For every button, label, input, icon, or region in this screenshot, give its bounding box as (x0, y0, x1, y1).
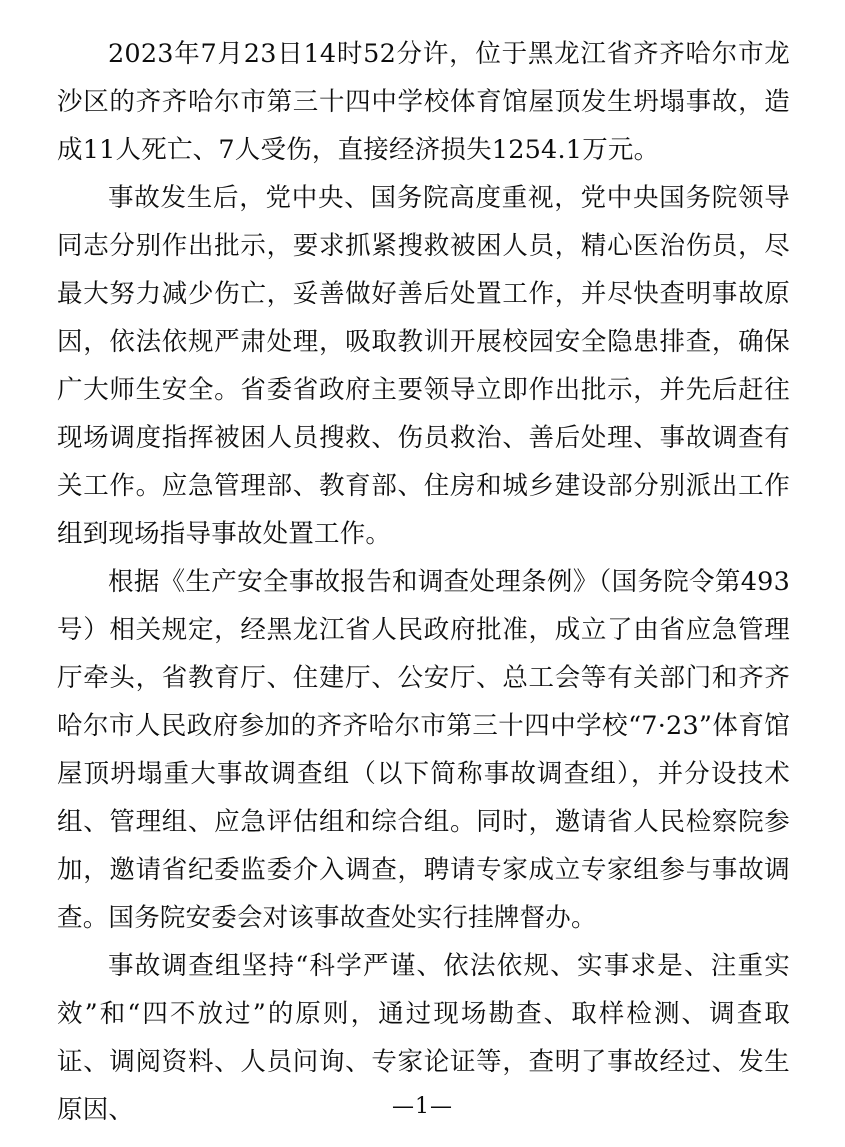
paragraph-investigation-team: 根据《生产安全事故报告和调查处理条例》（国务院令第493号）相关规定，经黑龙江省人民政府批准，成立了由省应急管理厅牵头，省教育厅、住建厅、公安厅、总工会等有关部门和齐齐哈尔市人民政府参加的齐齐哈尔市第三十四中学校“7·23”体育馆屋顶坍塌重大事故调查组（以下简称事故调查组），并分设技术组、管理组、应急评估组和综合组。同时，邀请省人民检察院参加，邀请省纪委监委介入调查，聘请专家成立专家组参与事故调查。国务院安委会对该事故查处实行挂牌督办。 (57, 567, 790, 933)
paragraph-incident-summary: 2023年7月23日14时52分许，位于黑龙江省齐齐哈尔市龙沙区的齐齐哈尔市第三十四中学校体育馆屋顶发生坍塌事故，造成11人死亡、7人受伤，直接经济损失1254.1万元。 (57, 39, 790, 165)
document-body (57, 30, 790, 1134)
page-number-footer: —1— (392, 1094, 453, 1119)
paragraph-emergency-response: 事故发生后，党中央、国务院高度重视，党中央国务院领导同志分别作出批示，要求抓紧搜救被困人员，精心医治伤员，尽最大努力减少伤亡，妥善做好善后处置工作，并尽快查明事故原因，依法依规严肃处理，吸取教训开展校园安全隐患排查，确保广大师生安全。省委省政府主要领导立即作出批示，并先后赶往现场调度指挥被困人员搜救、伤员救治、善后处理、事故调查有关工作。应急管理部、教育部、住房和城乡建设部分别派出工作组到现场指导事故处置工作。 (57, 183, 790, 549)
paragraph-investigation-principles: 事故调查组坚持“科学严谨、依法依规、实事求是、注重实效”和“四不放过”的原则，通过现场勘查、取样检测、调查取证、调阅资料、人员问询、专家论证等，查明了事故经过、发生原因、 (57, 951, 790, 1125)
